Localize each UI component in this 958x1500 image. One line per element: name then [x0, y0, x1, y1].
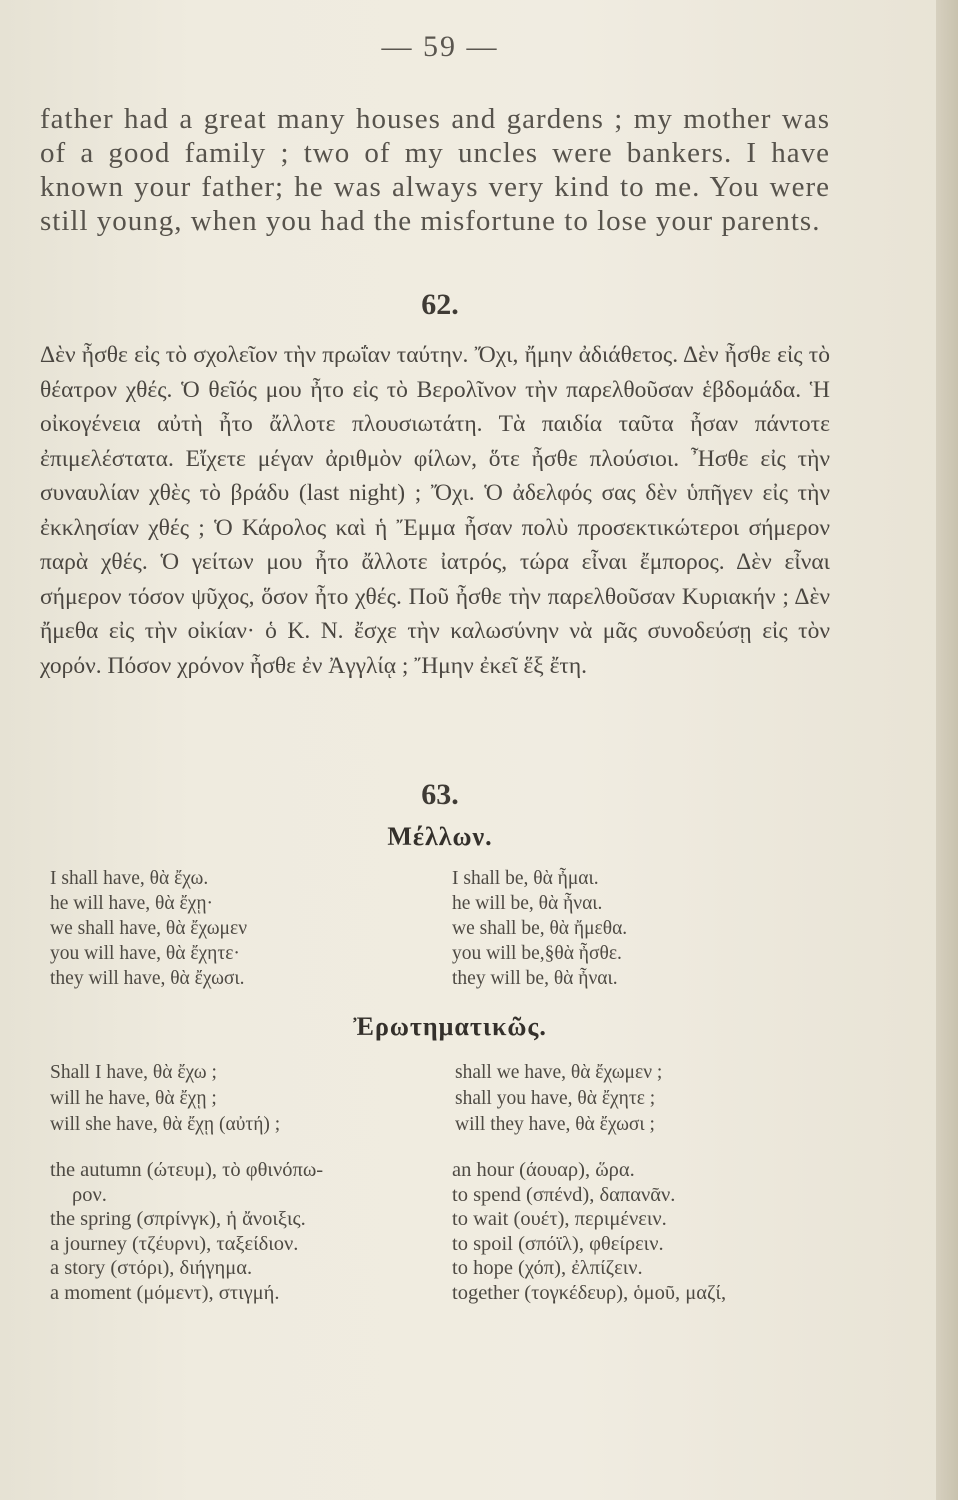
conjugation-line: shall we have, θὰ ἔχωμεν ;	[455, 1062, 663, 1083]
vocab-entry: a journey (τζέυρνι), ταξείδιον.	[50, 1232, 299, 1255]
conjugation-line: I shall be, θὰ ἦμαι.	[452, 868, 599, 889]
conjugation-line: he will have, θὰ ἔχῃ·	[50, 893, 214, 914]
conjugation-line: you will be,§θὰ ἦσθε.	[452, 943, 622, 964]
section-62-exercise-text: Δὲν ἦσθε εἰς τὸ σχολεῖον τὴν πρωΐαν ταύτην. Ὄχι, ἤμην ἀδιάθετος. Δὲν ἦσθε εἰς τὸ θέατρον χθές. Ὁ θεῖός μου ἦτο εἰς τὸ Βερολῖνον τὴν παρελθοῦσαν ἑβδομάδα. Ἡ οἰκογένεια αὐτὴ ἦτο ἄλλοτε πλουσιωτάτη. Τὰ παιδία ταῦτα ἦσαν πάντοτε ἐπιμελέστατα. Εἴχετε μέγαν ἀριθμὸν φίλων, ὅτε ἦσθε πλούσιοι. Ἦσθε εἰς τὴν συναυλίαν χθὲς τὸ βράδυ (last night) ; Ὄχι. Ὁ ἀδελφός σας δὲν ὑπῆγεν εἰς τὴν ἐκκλησίαν χθές ; Ὁ Κάρολος καὶ ἡ Ἔμμα ἦσαν πολὺ προσεκτικώτεροι σήμερον παρὰ χθές. Ὁ γείτων μου ἦτο ἄλλοτε ἰατρός, τώρα εἶναι ἔμπορος. Δὲν εἶναι σήμερον τόσον ψῦχος, ὅσον ἦτο χθές. Ποῦ ἦσθε τὴν παρελθοῦσαν Κυριακήν ; Δὲν ἤμεθα εἰς τὴν οἰκίαν· ὁ Κ. Ν. ἔσχε τὴν καλωσύνην νὰ μᾶς συνοδεύσῃ εἰς τὸν χορόν. Πόσον χρόνον ἦσθε ἐν Ἀγγλίᾳ ; Ἤμην ἐκεῖ ἕξ ἔτη.	[40, 342, 830, 679]
vocab-entry: to spoil (σπόϊλ), φθείρειν.	[452, 1232, 664, 1255]
vocab-entry: a moment (μόμεντ), στιγμή.	[50, 1281, 280, 1304]
vocabulary-right-column	[452, 1158, 852, 1305]
conjugation-line: you will have, θὰ ἔχητε·	[50, 943, 240, 964]
future-have-column	[50, 866, 450, 991]
vocab-entry: together (τογκέδευρ), ὁμοῦ, μαζί,	[452, 1281, 727, 1304]
section-63-number: 63.	[421, 778, 459, 811]
conjugation-line: shall you have, θὰ ἔχητε ;	[455, 1088, 656, 1109]
page-number: — 59 —	[381, 30, 499, 63]
conjugation-line: Shall I have, θὰ ἔχω ;	[50, 1062, 217, 1083]
conjugation-line: we shall have, θὰ ἔχωμεν	[50, 918, 248, 939]
conjugation-line: I shall have, θὰ ἔχω.	[50, 868, 209, 889]
future-be-column	[452, 866, 852, 991]
vocab-entry: the spring (σπρίνγκ), ἡ ἄνοιξις.	[50, 1208, 306, 1230]
heading-interrogative: Ἐρωτηματικῶς.	[353, 1012, 547, 1041]
conjugation-line: he will be, θὰ ἦναι.	[452, 893, 603, 914]
vocab-entry-continuation: ρον.	[72, 1183, 107, 1206]
interrogative-left-column	[50, 1060, 450, 1138]
heading-future: Μέλλων.	[387, 822, 493, 851]
vocab-entry: to wait (ουέτ), περιμένειν.	[452, 1208, 667, 1230]
conjugation-line: we shall be, θὰ ἤμεθα.	[452, 918, 628, 939]
english-paragraph: father had a great many houses and gardens ; my mother was of a good family ; two of my uncles were bankers. I have known your father; he was always very kind to me. You were still young, when you had the misfortune to lose your parents.	[40, 103, 830, 237]
interrogative-right-column	[455, 1060, 855, 1138]
conjugation-line: will he have, θὰ ἔχῃ ;	[50, 1088, 217, 1109]
vocab-entry: to spend (σπένd), δαπανᾶν.	[452, 1183, 676, 1206]
vocab-entry: to hope (χόπ), ἐλπίζειν.	[452, 1257, 643, 1279]
conjugation-line: they will have, θὰ ἔχωσι.	[50, 968, 245, 989]
conjugation-line: they will be, θὰ ἦναι.	[452, 968, 618, 989]
vocab-entry: an hour (άουαρ), ὥρα.	[452, 1159, 635, 1181]
conjugation-line: will she have, θὰ ἔχῃ (αὐτή) ;	[50, 1114, 281, 1135]
section-62-number: 62.	[421, 288, 459, 321]
vocabulary-left-column	[50, 1158, 450, 1305]
page-spine-edge	[936, 0, 958, 1500]
vocab-entry: a story (στόρι), διήγημα.	[50, 1257, 253, 1279]
conjugation-line: will they have, θὰ ἔχωσι ;	[455, 1114, 655, 1135]
vocab-entry: the autumn (ώτευμ), τὸ φθινόπω-	[50, 1159, 324, 1181]
